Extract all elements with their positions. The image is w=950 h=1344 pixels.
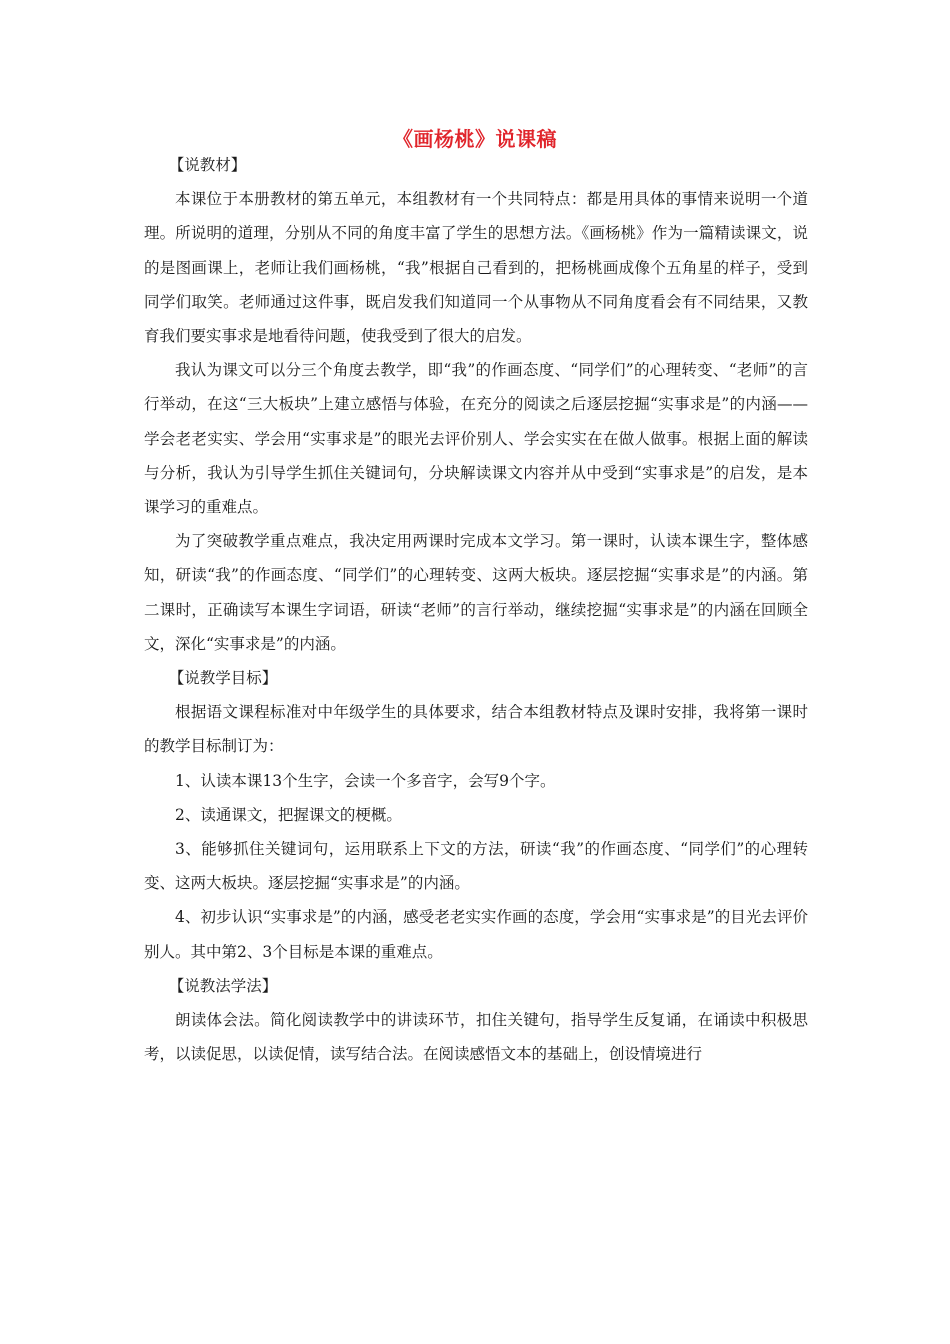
document-body [144,148,808,1071]
goal-item-2: 2、读通课文，把握课文的梗概。 [175,805,402,824]
paragraph: 根据语文课程标准对中年级学生的具体要求，结合本组教材特点及课时安排，我将第一课时的教学目标制订为： [144,703,808,756]
document-title: 《画杨桃》说课稿 [393,127,557,151]
section-heading-teaching-goals: 【说教学目标】 [168,669,278,688]
goal-item-4: 4、初步认识“实事求是”的内涵，感受老老实实作画的态度，学会用“实事求是”的目光去评价别人。其中第2、3个目标是本课的重难点。 [144,908,808,961]
goal-item-1: 1、认读本课13个生字，会读一个多音字，会写9个字。 [175,771,556,790]
paragraph: 为了突破教学重点难点，我决定用两课时完成本文学习。第一课时，认读本课生字，整体感知，研读“我”的作画态度、“同学们”的心理转变、这两大板块。逐层挖掘“实事求是”的内涵。第二课时，正确读写本课生字词语，研读“老师”的言行举动，继续挖掘“实事求是”的内涵在回顾全文，深化“实事求是”的内涵。 [144,532,808,653]
goal-item-3: 3、能够抓住关键词句，运用联系上下文的方法，研读“我”的作画态度、“同学们”的心理转变、这两大板块。逐层挖掘“实事求是”的内涵。 [144,840,808,893]
section-heading-methods: 【说教法学法】 [168,976,278,995]
section-heading-textbook: 【说教材】 [168,156,247,174]
paragraph: 本课位于本册教材的第五单元，本组教材有一个共同特点：都是用具体的事情来说明一个道理。所说明的道理，分别从不同的角度丰富了学生的思想方法。《画杨桃》作为一篇精读课文，说的是图画课上，老师让我们画杨桃，“我”根据自己看到的，把杨桃画成像个五角星的样子，受到同学们取笑。老师通过这件事，既启发我们知道同一个从事物从不同角度看会有不同结果，又教育我们要实事求是地看待问题，使我受到了很大的启发。 [144,190,808,346]
paragraph: 朗读体会法。简化阅读教学中的讲读环节，扣住关键句，指导学生反复诵，在诵读中积极思考，以读促思，以读促情，读写结合法。在阅读感悟文本的基础上，创设情境进行 [144,1011,808,1064]
paragraph: 我认为课文可以分三个角度去教学，即“我”的作画态度、“同学们”的心理转变、“老师”的言行举动，在这“三大板块”上建立感悟与体验，在充分的阅读之后逐层挖掘“实事求是”的内涵——学会老老实实、学会用“实事求是”的眼光去评价别人、学会实实在在做人做事。根据上面的解读与分析，我认为引导学生抓住关键词句，分块解读课文内容并从中受到“实事求是”的启发，是本课学习的重难点。 [144,361,808,517]
